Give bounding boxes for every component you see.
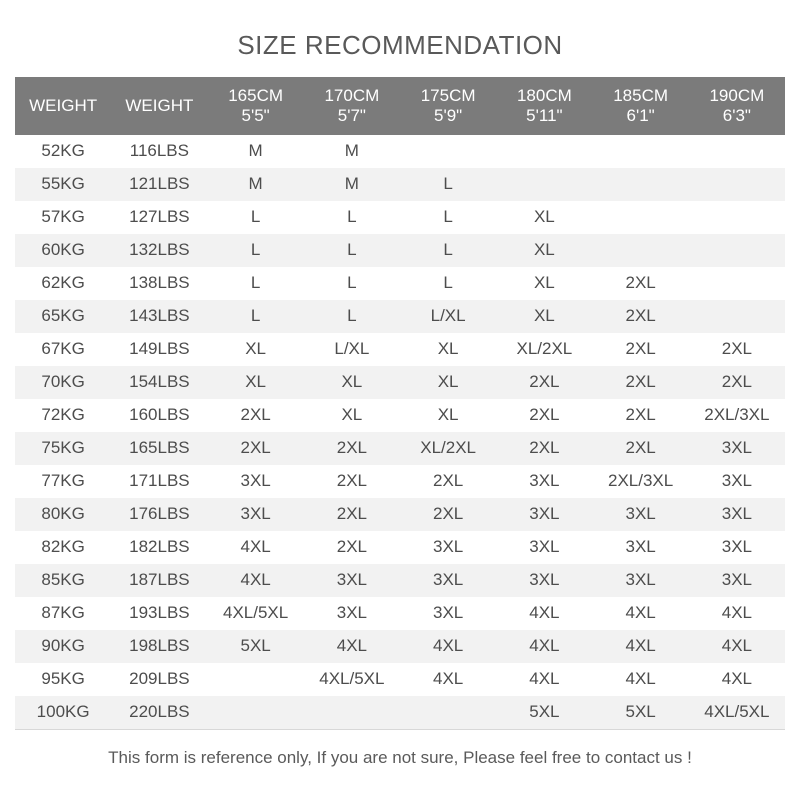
cell-175cm: XL <box>400 366 496 399</box>
cell-weight-kg: 55KG <box>15 168 111 201</box>
cell-185cm: 2XL <box>593 432 689 465</box>
column-header-175cm <box>400 77 496 135</box>
cell-190cm: 4XL <box>689 597 785 630</box>
cell-weight-kg: 72KG <box>15 399 111 432</box>
table-row <box>15 531 785 564</box>
cell-165cm: L <box>208 300 304 333</box>
cell-165cm: M <box>208 168 304 201</box>
cell-180cm <box>496 135 592 168</box>
page-title: SIZE RECOMMENDATION <box>237 30 563 60</box>
column-header-main: 175CM <box>420 86 476 105</box>
cell-175cm: 3XL <box>400 597 496 630</box>
cell-165cm: 2XL <box>208 399 304 432</box>
cell-170cm: 3XL <box>304 597 400 630</box>
cell-170cm: 2XL <box>304 531 400 564</box>
cell-180cm: 3XL <box>496 531 592 564</box>
cell-170cm: M <box>304 168 400 201</box>
cell-190cm: 3XL <box>689 564 785 597</box>
cell-175cm: 4XL <box>400 663 496 696</box>
cell-weight-lbs: 116LBS <box>111 135 207 168</box>
column-header-main: 170CM <box>324 86 380 105</box>
cell-170cm: 3XL <box>304 564 400 597</box>
column-header-sub: 5'9" <box>434 105 463 125</box>
cell-weight-kg: 95KG <box>15 663 111 696</box>
cell-185cm: 3XL <box>593 498 689 531</box>
cell-185cm: 3XL <box>593 564 689 597</box>
cell-weight-kg: 75KG <box>15 432 111 465</box>
column-header-main: 190CM <box>709 86 765 105</box>
cell-175cm <box>400 696 496 729</box>
table-header-row <box>15 77 785 135</box>
cell-190cm: 4XL <box>689 630 785 663</box>
table-row <box>15 168 785 201</box>
column-header-main: 180CM <box>516 86 572 105</box>
cell-185cm: 2XL <box>593 333 689 366</box>
cell-weight-lbs: 138LBS <box>111 267 207 300</box>
cell-weight-lbs: 220LBS <box>111 696 207 729</box>
cell-weight-lbs: 154LBS <box>111 366 207 399</box>
cell-175cm: XL/2XL <box>400 432 496 465</box>
cell-175cm: L <box>400 267 496 300</box>
cell-180cm: XL <box>496 234 592 267</box>
cell-185cm: 2XL/3XL <box>593 465 689 498</box>
cell-170cm: L <box>304 201 400 234</box>
size-recommendation-table <box>15 77 785 729</box>
cell-weight-lbs: 143LBS <box>111 300 207 333</box>
column-header-sub: 5'11" <box>526 105 563 125</box>
cell-185cm: 2XL <box>593 300 689 333</box>
cell-190cm: 4XL/5XL <box>689 696 785 729</box>
cell-170cm: L <box>304 300 400 333</box>
cell-weight-kg: 90KG <box>15 630 111 663</box>
cell-weight-lbs: 187LBS <box>111 564 207 597</box>
cell-190cm <box>689 234 785 267</box>
cell-175cm: L/XL <box>400 300 496 333</box>
column-header-weight-lbs <box>111 77 207 135</box>
cell-190cm: 3XL <box>689 432 785 465</box>
cell-weight-lbs: 121LBS <box>111 168 207 201</box>
cell-weight-kg: 70KG <box>15 366 111 399</box>
cell-weight-kg: 85KG <box>15 564 111 597</box>
column-header-sub: 5'7" <box>337 105 366 125</box>
table-row <box>15 564 785 597</box>
cell-190cm <box>689 168 785 201</box>
cell-180cm: XL <box>496 267 592 300</box>
cell-170cm: 2XL <box>304 498 400 531</box>
table-row <box>15 465 785 498</box>
cell-weight-lbs: 209LBS <box>111 663 207 696</box>
column-header-170cm <box>304 77 400 135</box>
cell-165cm: 3XL <box>208 465 304 498</box>
cell-170cm: 2XL <box>304 465 400 498</box>
column-header-165cm <box>208 77 304 135</box>
cell-190cm <box>689 135 785 168</box>
cell-weight-lbs: 127LBS <box>111 201 207 234</box>
cell-165cm: L <box>208 267 304 300</box>
table-row <box>15 696 785 729</box>
table-header <box>15 77 785 135</box>
cell-185cm <box>593 168 689 201</box>
cell-180cm: XL/2XL <box>496 333 592 366</box>
cell-185cm: 4XL <box>593 630 689 663</box>
cell-weight-lbs: 165LBS <box>111 432 207 465</box>
cell-175cm: 2XL <box>400 465 496 498</box>
cell-weight-lbs: 176LBS <box>111 498 207 531</box>
size-table-container <box>15 77 785 729</box>
cell-165cm: M <box>208 135 304 168</box>
table-row <box>15 234 785 267</box>
cell-180cm: 4XL <box>496 663 592 696</box>
cell-165cm: L <box>208 234 304 267</box>
column-header-main: WEIGHT <box>125 96 194 116</box>
cell-170cm: L <box>304 267 400 300</box>
cell-165cm: 4XL/5XL <box>208 597 304 630</box>
cell-185cm <box>593 135 689 168</box>
cell-weight-kg: 80KG <box>15 498 111 531</box>
cell-185cm: 4XL <box>593 597 689 630</box>
table-row <box>15 630 785 663</box>
table-row <box>15 399 785 432</box>
cell-165cm: 2XL <box>208 432 304 465</box>
cell-190cm <box>689 300 785 333</box>
cell-180cm: 3XL <box>496 465 592 498</box>
cell-170cm: 4XL <box>304 630 400 663</box>
cell-190cm: 3XL <box>689 498 785 531</box>
cell-175cm: 3XL <box>400 564 496 597</box>
cell-185cm: 3XL <box>593 531 689 564</box>
cell-165cm: L <box>208 201 304 234</box>
cell-170cm: M <box>304 135 400 168</box>
cell-weight-lbs: 171LBS <box>111 465 207 498</box>
cell-180cm: 5XL <box>496 696 592 729</box>
cell-weight-lbs: 132LBS <box>111 234 207 267</box>
cell-180cm: XL <box>496 201 592 234</box>
cell-175cm: 3XL <box>400 531 496 564</box>
cell-165cm: 4XL <box>208 564 304 597</box>
cell-175cm: L <box>400 234 496 267</box>
cell-190cm: 3XL <box>689 531 785 564</box>
column-header-180cm <box>496 77 592 135</box>
cell-180cm <box>496 168 592 201</box>
cell-185cm: 4XL <box>593 663 689 696</box>
cell-weight-kg: 87KG <box>15 597 111 630</box>
cell-175cm: L <box>400 201 496 234</box>
table-row <box>15 498 785 531</box>
cell-185cm: 2XL <box>593 399 689 432</box>
cell-165cm: 5XL <box>208 630 304 663</box>
cell-170cm: XL <box>304 366 400 399</box>
cell-170cm: XL <box>304 399 400 432</box>
column-header-weight-kg <box>15 77 111 135</box>
table-row <box>15 300 785 333</box>
cell-175cm: XL <box>400 333 496 366</box>
cell-165cm: XL <box>208 366 304 399</box>
cell-weight-lbs: 182LBS <box>111 531 207 564</box>
cell-165cm <box>208 696 304 729</box>
cell-weight-kg: 100KG <box>15 696 111 729</box>
cell-190cm: 2XL <box>689 333 785 366</box>
cell-165cm: XL <box>208 333 304 366</box>
cell-weight-kg: 82KG <box>15 531 111 564</box>
cell-170cm: L/XL <box>304 333 400 366</box>
cell-185cm: 2XL <box>593 366 689 399</box>
cell-weight-kg: 62KG <box>15 267 111 300</box>
cell-190cm: 3XL <box>689 465 785 498</box>
cell-180cm: 4XL <box>496 597 592 630</box>
table-body <box>15 135 785 729</box>
cell-weight-lbs: 149LBS <box>111 333 207 366</box>
column-header-main: WEIGHT <box>29 96 98 116</box>
table-row <box>15 432 785 465</box>
cell-weight-kg: 67KG <box>15 333 111 366</box>
cell-180cm: 2XL <box>496 399 592 432</box>
table-row <box>15 267 785 300</box>
cell-180cm: 3XL <box>496 564 592 597</box>
cell-190cm: 4XL <box>689 663 785 696</box>
cell-weight-kg: 77KG <box>15 465 111 498</box>
footer-note: This form is reference only, If you are not sure, Please feel free to contact us ! <box>15 730 785 778</box>
cell-165cm: 3XL <box>208 498 304 531</box>
column-header-sub: 5'5" <box>241 105 270 125</box>
cell-185cm <box>593 234 689 267</box>
cell-weight-kg: 52KG <box>15 135 111 168</box>
cell-weight-lbs: 193LBS <box>111 597 207 630</box>
cell-175cm: 4XL <box>400 630 496 663</box>
cell-185cm: 5XL <box>593 696 689 729</box>
cell-165cm: 4XL <box>208 531 304 564</box>
cell-180cm: XL <box>496 300 592 333</box>
cell-weight-kg: 65KG <box>15 300 111 333</box>
cell-170cm: 2XL <box>304 432 400 465</box>
cell-175cm <box>400 135 496 168</box>
cell-170cm <box>304 696 400 729</box>
cell-185cm <box>593 201 689 234</box>
table-row <box>15 201 785 234</box>
cell-175cm: XL <box>400 399 496 432</box>
cell-180cm: 2XL <box>496 432 592 465</box>
cell-190cm <box>689 267 785 300</box>
cell-190cm <box>689 201 785 234</box>
table-row <box>15 663 785 696</box>
cell-170cm: L <box>304 234 400 267</box>
column-header-185cm <box>593 77 689 135</box>
cell-170cm: 4XL/5XL <box>304 663 400 696</box>
cell-weight-kg: 60KG <box>15 234 111 267</box>
table-row <box>15 597 785 630</box>
table-row <box>15 366 785 399</box>
cell-180cm: 2XL <box>496 366 592 399</box>
cell-weight-lbs: 160LBS <box>111 399 207 432</box>
cell-weight-kg: 57KG <box>15 201 111 234</box>
cell-180cm: 4XL <box>496 630 592 663</box>
cell-180cm: 3XL <box>496 498 592 531</box>
column-header-main: 185CM <box>613 86 669 105</box>
column-header-main: 165CM <box>228 86 284 105</box>
cell-190cm: 2XL <box>689 366 785 399</box>
cell-175cm: 2XL <box>400 498 496 531</box>
cell-185cm: 2XL <box>593 267 689 300</box>
table-row <box>15 135 785 168</box>
column-header-sub: 6'3" <box>722 105 751 125</box>
table-row <box>15 333 785 366</box>
column-header-sub: 6'1" <box>626 105 655 125</box>
cell-190cm: 2XL/3XL <box>689 399 785 432</box>
cell-175cm: L <box>400 168 496 201</box>
cell-weight-lbs: 198LBS <box>111 630 207 663</box>
cell-165cm <box>208 663 304 696</box>
column-header-190cm <box>689 77 785 135</box>
